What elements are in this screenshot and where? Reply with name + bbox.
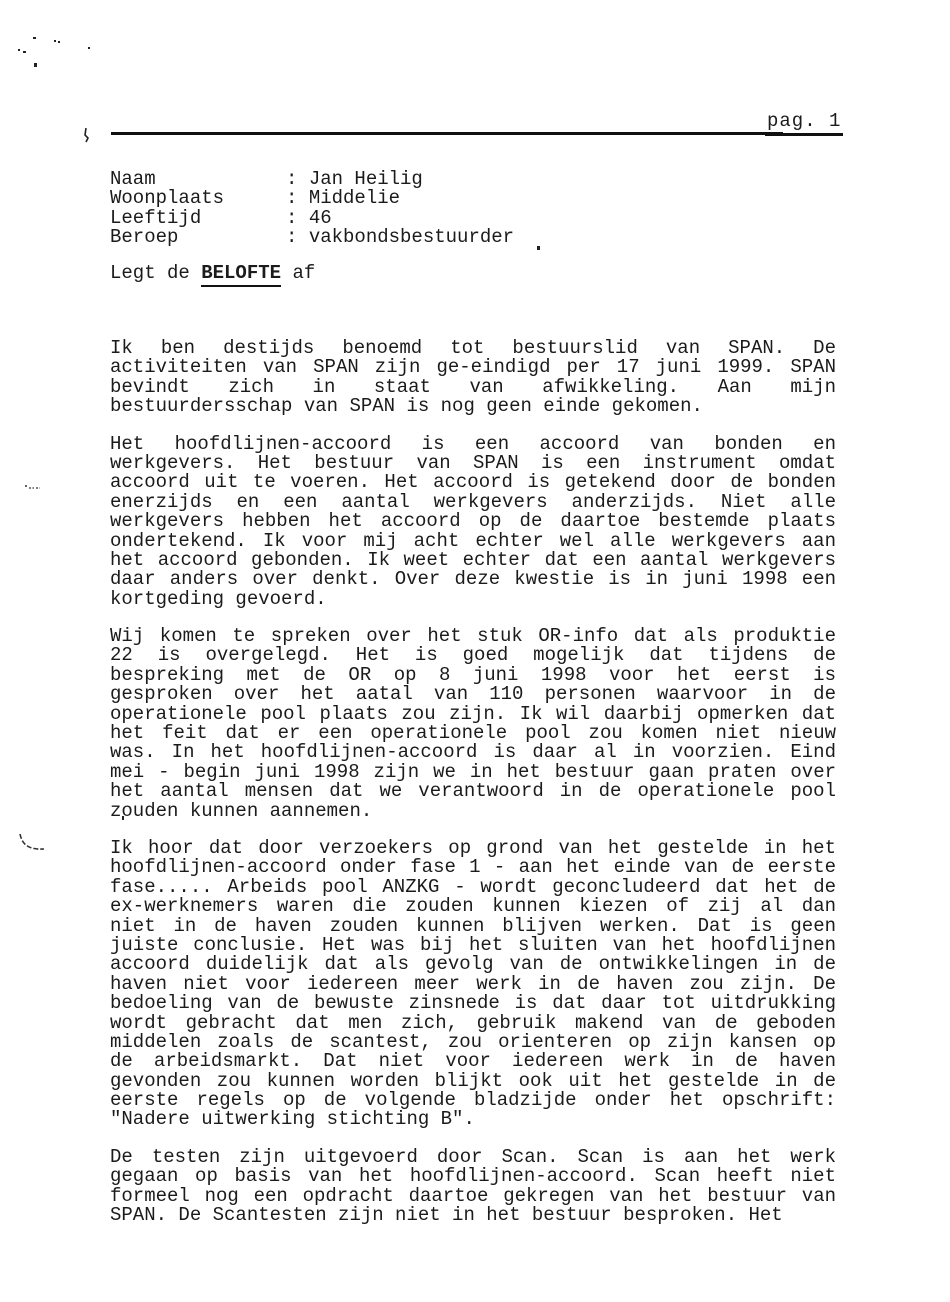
paragraph-lines: [110, 1145, 836, 1227]
identity-row: [110, 189, 836, 208]
oath-prefix: Legt de: [110, 262, 202, 284]
text-line: operationele pool plaats zou zijn. Ik wil daarbij opmerken dat: [110, 702, 836, 725]
margin-mark-curve: [18, 832, 48, 854]
oath-suffix: af: [281, 262, 316, 284]
scan-speckle: [54, 40, 56, 42]
text-line: De testen zijn uitgevoerd door Scan. Scan is aan het werk: [110, 1145, 836, 1168]
paragraph: [110, 1145, 836, 1227]
identity-separator: :: [286, 225, 309, 248]
text-line: wordt gebracht dat men zich, gebruik makend van de geboden: [110, 1011, 836, 1034]
text-line: daar anders over denkt. Over deze kwestie is in juni 1998 een: [110, 568, 836, 591]
text-line: Ik ben destijds benoemd tot bestuurslid van SPAN. De: [110, 337, 836, 359]
text-line: fase..... Arbeids pool ANZKG - wordt geconcludeerd dat het de: [110, 875, 836, 898]
scan-speckle: [18, 49, 20, 51]
identity-separator: :: [286, 168, 309, 190]
identity-separator: :: [286, 206, 309, 229]
text-line: niet in de haven zouden kunnen blijven werken. Dat is geen: [110, 914, 836, 937]
text-line: haven niet voor iedereen meer werk in de haven zou zijn. De: [110, 972, 836, 995]
scan-speckle: [33, 37, 36, 39]
text-line: hoofdlijnen-accoord onder fase 1 - aan het einde van de eerste: [110, 856, 836, 879]
text-line: eerste regels op de volgende bladzijde onder het opschrift:: [110, 1089, 836, 1112]
text-line: formeel nog een opdracht daartoe gekregen van het bestuur van: [110, 1184, 836, 1207]
text-line: bestuurdersschap van SPAN is nog geen einde gekomen.: [110, 395, 703, 418]
text-line: accoord uit te voeren. Het accoord is getekend door de bonden: [110, 471, 836, 494]
text-line: enerzijds en een aantal werkgevers anderzijds. Niet alle: [110, 490, 836, 513]
margin-mark-dash: [24, 483, 42, 491]
header-tick-mark: [82, 127, 92, 143]
text-line: accoord duidelijk dat als gevolg van de ontwikkelingen in de: [110, 953, 836, 976]
paragraph: [110, 836, 836, 1131]
text-line: "Nadere uitwerking stichting B".: [110, 1108, 475, 1131]
text-line: ex-werknemers waren die zouden kunnen kiezen of zij al dan: [110, 895, 836, 918]
paragraph: [110, 432, 836, 610]
text-line: werkgevers. Het bestuur van SPAN is een instrument omdat: [110, 451, 836, 474]
paragraph-lines: [110, 432, 836, 610]
text-line: gegaan op basis van het hoofdlijnen-accoord. Scan heeft niet: [110, 1165, 836, 1188]
text-line: het aantal mensen dat we verantwoord in de operationele pool: [110, 780, 836, 803]
text-line: het feit dat er een operationele pool zou komen niet nieuw: [110, 722, 836, 745]
text-line: Wij komen te spreken over het stuk OR-info dat als produktie: [110, 625, 836, 648]
text-line: 22 is overgelegd. Het is goed mogelijk dat tijdens de: [110, 644, 836, 667]
identity-value: vakbondsbestuurder: [308, 225, 515, 248]
text-line: Ik hoor dat door verzoekers op grond van het gestelde in het: [110, 836, 836, 859]
text-line: zouden kunnen aannemen.: [110, 799, 373, 822]
identity-label: Naam: [110, 168, 156, 190]
identity-value: Jan Heilig: [308, 168, 423, 190]
identity-block: [110, 170, 836, 247]
text-line: de arbeidsmarkt. Dat niet voor iedereen werk in de haven: [110, 1050, 836, 1073]
paragraph-lines: [110, 339, 836, 417]
page-number-label: pag. 1: [765, 110, 843, 136]
oath-line: [110, 263, 315, 283]
text-line: SPAN. De Scantesten zijn niet in het bestuur besproken. Het: [110, 1204, 783, 1227]
text-line: het accoord gebonden. Ik weet echter dat een aantal werkgevers: [110, 548, 836, 571]
identity-label: Woonplaats: [110, 187, 225, 210]
text-line: Het hoofdlijnen-accoord is een accoord van bonden en: [110, 432, 836, 455]
scan-speckle: [23, 51, 26, 53]
text-line: was. In het hoofdlijnen-accoord is daar al in voorzien. Eind: [110, 741, 836, 764]
statement-body: [110, 339, 836, 1243]
text-line: middelen zoals de scantest, zou orienteren op zijn kansen op: [110, 1030, 836, 1053]
identity-label: Beroep: [110, 225, 179, 248]
identity-row: [110, 225, 836, 248]
identity-value: Middelie: [308, 187, 401, 210]
text-line: bevindt zich in staat van afwikkeling. Aan mijn: [110, 375, 836, 398]
paragraph: [110, 627, 836, 821]
paragraph: [110, 339, 836, 417]
scan-speckle: [34, 63, 37, 67]
text-line: ondertekend. Ik voor mij acht echter wel alle werkgevers aan: [110, 529, 836, 552]
scan-speckle: [88, 47, 90, 49]
text-line: bedoeling van de bewuste zinsnede is dat daar tot uitdrukking: [110, 992, 836, 1015]
text-line: gevonden zou kunnen worden blijkt ook uit het gestelde in de: [110, 1069, 836, 1092]
text-line: kortgeding gevoerd.: [110, 587, 327, 610]
scan-speckle: [58, 41, 60, 43]
paragraph-lines: [110, 836, 836, 1131]
text-line: gesproken over het aatal van 110 personen waarvoor in de: [110, 683, 836, 706]
text-line: mei - begin juni 1998 zijn we in het bestuur gaan praten over: [110, 760, 836, 783]
text-line: activiteiten van SPAN zijn ge-eindigd per 17 juni 1999. SPAN: [110, 356, 836, 379]
identity-label: Leeftijd: [110, 206, 202, 229]
identity-value: 46: [308, 206, 332, 229]
header-rule: [111, 132, 783, 135]
text-line: werkgevers hebben het accoord op de daartoe bestemde plaats: [110, 510, 836, 533]
text-line: bespreking met de OR op 8 juni 1998 voor het eerst is: [110, 663, 836, 686]
text-line: juiste conclusie. Het was bij het sluiten van het hoofdlijnen: [110, 933, 836, 956]
identity-row: [110, 206, 836, 229]
oath-emphasis: BELOFTE: [201, 262, 281, 287]
paragraph-lines: [110, 627, 836, 821]
identity-separator: :: [286, 187, 309, 210]
